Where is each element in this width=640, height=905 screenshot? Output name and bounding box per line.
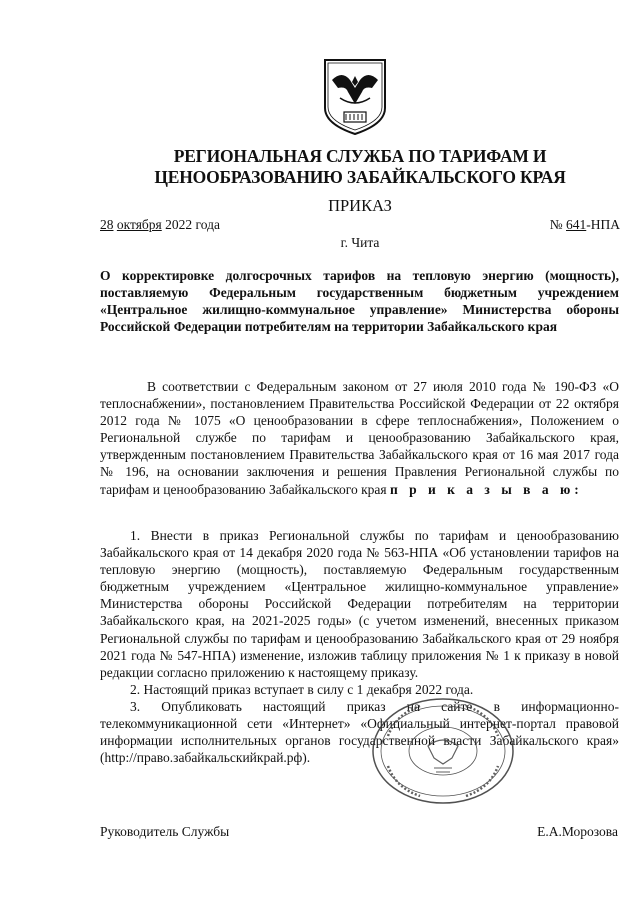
org-line-1: РЕГИОНАЛЬНАЯ СЛУЖБА ПО ТАРИФАМ И	[173, 146, 547, 166]
number-value: 641	[566, 217, 587, 232]
date-month: октября	[116, 217, 162, 232]
order-date	[100, 217, 220, 233]
document-type: ПРИКАЗ	[328, 196, 392, 215]
order-item-3: 3. Опубликовать настоящий приказ на сайте в информационно-телекоммуникационной сети «Интернет» «Официальный интернет-портал правовой информации исполнительных органов государственной власти Забайкальского края» (http://право.забайкальскийкрай.рф).	[100, 698, 619, 766]
preamble-paragraph	[100, 378, 619, 498]
signatory-name: Е.А.Морозова	[537, 824, 618, 839]
date-year: 2022 года	[161, 217, 220, 232]
official-seal-icon	[368, 696, 518, 806]
coat-of-arms-icon	[320, 58, 390, 136]
signatory-position: Руководитель Службы	[100, 824, 230, 839]
preamble-text: В соответствии с Федеральным законом от 27 июля 2010 года № 190-ФЗ «О теплоснабжении», постановлением Правительства Российской Федерации от 22 октября 2012 года № 1075 «О ценообразовании в сфере теплоснабжения», Положением о Региональной службе по тарифам и ценообразованию Забайкальского края, утвержденным постановлением Правительства Забайкальского края от 16 мая 2017 года № 196, на основании заключения и решения Правления Региональной службы по тарифам и ценообразованию Забайкальского края	[100, 379, 619, 497]
date-day: 28	[100, 217, 114, 232]
org-line-2: ЦЕНООБРАЗОВАНИЮ ЗАБАЙКАЛЬСКОГО КРАЯ	[154, 167, 566, 187]
organization-name	[100, 146, 620, 188]
number-prefix: №	[549, 217, 566, 232]
order-item-2: 2. Настоящий приказ вступает в силу с 1 декабря 2022 года.	[130, 681, 474, 697]
order-subject: О корректировке долгосрочных тарифов на тепловую энергию (мощность), поставляемую Федеральным государственным бюджетным учреждением «Центральное жилищно-коммунальное управление» Министерства обороны Российской Федерации потребителям на территории Забайкальского края	[100, 268, 619, 335]
order-item-1: 1. Внести в приказ Региональной службы по тарифам и ценообразованию Забайкальского края от 14 декабря 2020 года № 563-НПА «Об установлении тарифов на тепловую энергию (мощность), поставляемую Федеральным государственным бюджетным учреждением «Центральное жилищно-коммунальное управление» Министерства обороны Российской Федерации потребителям на территории Забайкальского края, на 2021-2025 годы» (с учетом изменений, внесенных приказом Региональной службы по тарифам и ценообразованию Забайкальского края от 29 ноября 2021 года № 547-НПА) изменение, изложив таблицу приложения № 1 к приказу в новой редакции согласно приложению к настоящему приказу.	[100, 528, 619, 680]
number-suffix: -НПА	[586, 217, 620, 232]
preamble	[100, 378, 619, 498]
order-word: п р и к а з ы в а ю:	[389, 481, 583, 497]
order-number	[550, 217, 620, 233]
order-items	[100, 527, 619, 766]
city: г. Чита	[340, 235, 380, 250]
